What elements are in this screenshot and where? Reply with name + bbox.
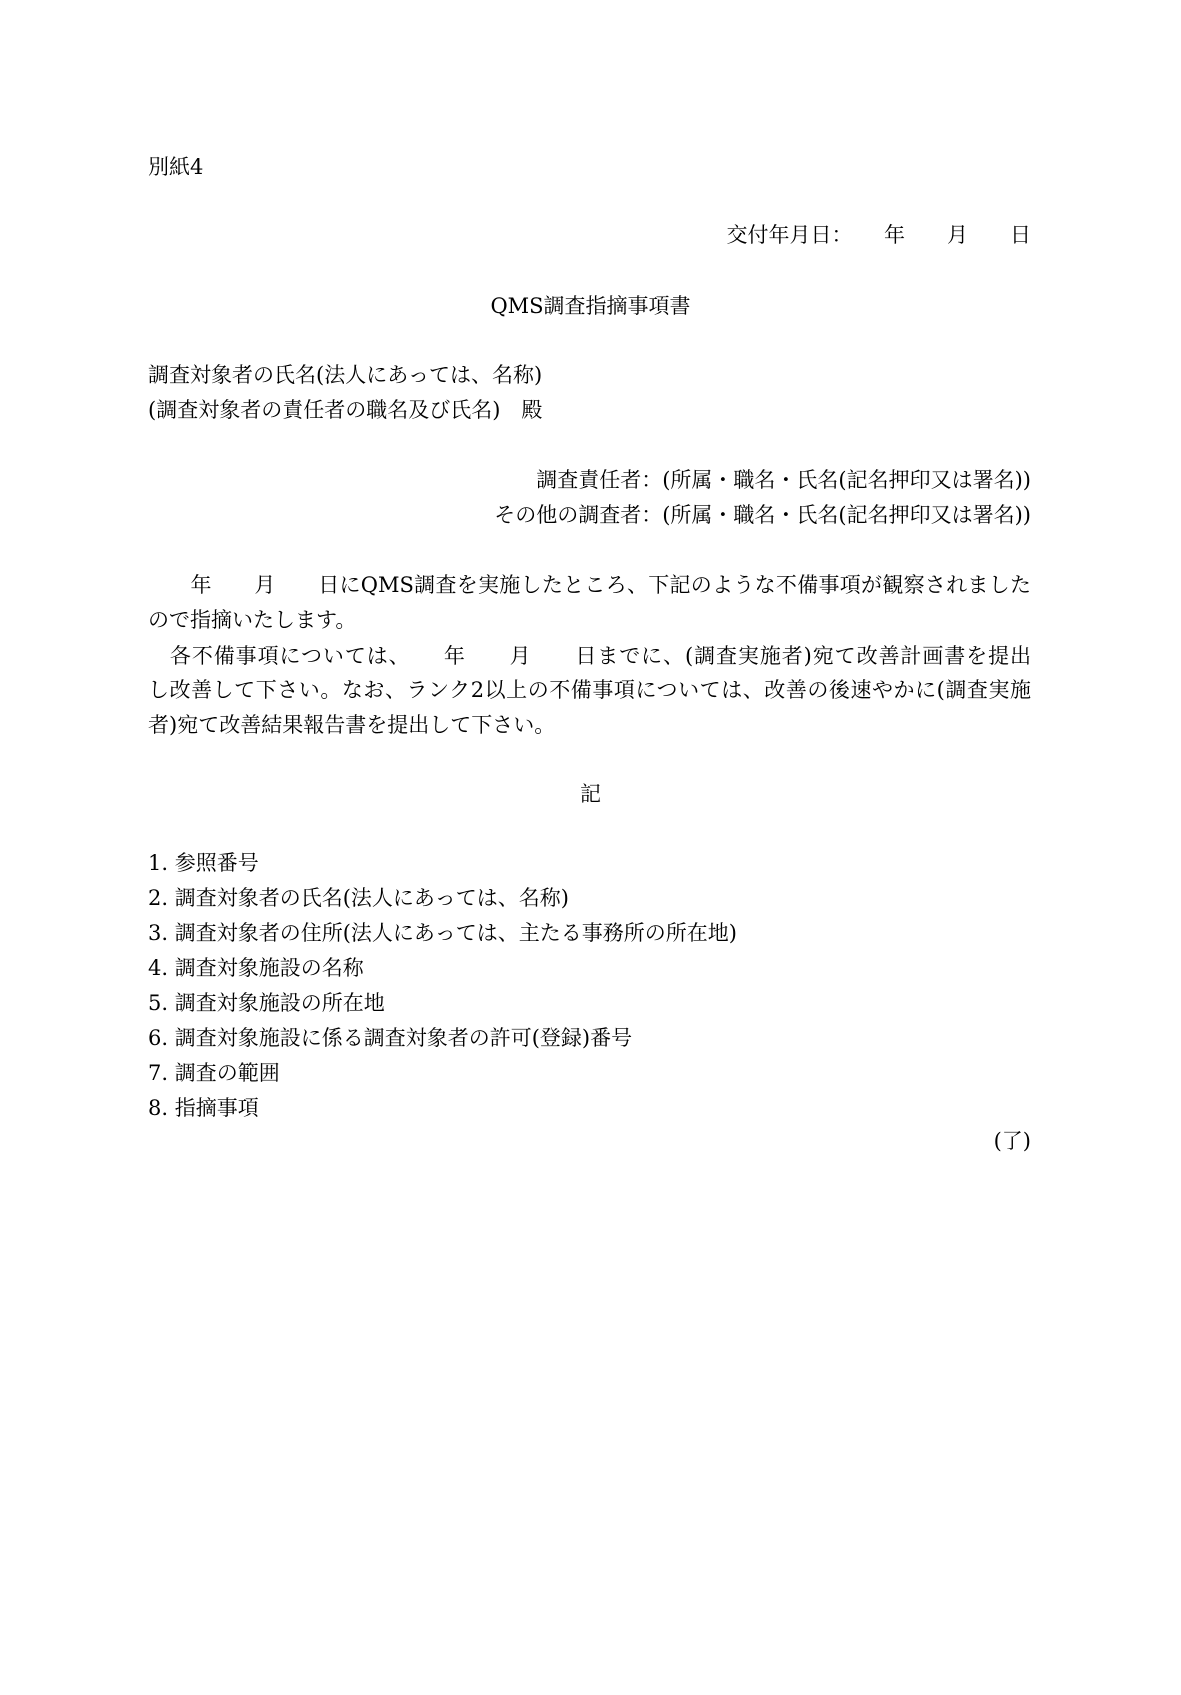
body-line: 各不備事項については、 年 月 日までに、(調査実施者)宛て改善計画書を提出 bbox=[148, 644, 1031, 668]
addressee-name: 調査対象者の氏名(法人にあっては、名称) bbox=[148, 363, 543, 387]
addressee-responsible: (調査対象者の責任者の職名及び氏名) 殿 bbox=[148, 398, 543, 422]
body-line: 者)宛て改善結果報告書を提出して下さい。 bbox=[148, 713, 556, 737]
list-item: 6. 調査対象施設に係る調査対象者の許可(登録)番号 bbox=[148, 1026, 633, 1050]
lead-investigator: 調査責任者：(所属・職名・氏名(記名押印又は署名)) bbox=[536, 468, 1031, 492]
list-item: 2. 調査対象者の氏名(法人にあっては、名称) bbox=[148, 886, 569, 910]
attachment-label: 別紙4 bbox=[148, 155, 204, 179]
list-item: 8. 指摘事項 bbox=[148, 1096, 259, 1120]
body-line: し改善して下さい。なお、ランク2以上の不備事項については、改善の後速やかに(調査実施 bbox=[148, 678, 1031, 702]
list-item: 4. 調査対象施設の名称 bbox=[148, 956, 364, 980]
list-item: 3. 調査対象者の住所(法人にあっては、主たる事務所の所在地) bbox=[148, 921, 737, 945]
body-line: ので指摘いたします。 bbox=[148, 608, 357, 632]
issue-date: 交付年月日： 年 月 日 bbox=[726, 223, 1031, 247]
ki-heading: 記 bbox=[580, 782, 601, 806]
list-item: 7. 調査の範囲 bbox=[148, 1061, 280, 1085]
list-item: 5. 調査対象施設の所在地 bbox=[148, 991, 385, 1015]
body-line: 年 月 日にQMS調査を実施したところ、下記のような不備事項が観察されました bbox=[148, 573, 1031, 597]
other-investigators: その他の調査者：(所属・職名・氏名(記名押印又は署名)) bbox=[494, 503, 1031, 527]
end-mark: (了) bbox=[993, 1129, 1031, 1153]
list-item: 1. 参照番号 bbox=[148, 851, 259, 875]
document-title: QMS調査指摘事項書 bbox=[490, 294, 691, 318]
